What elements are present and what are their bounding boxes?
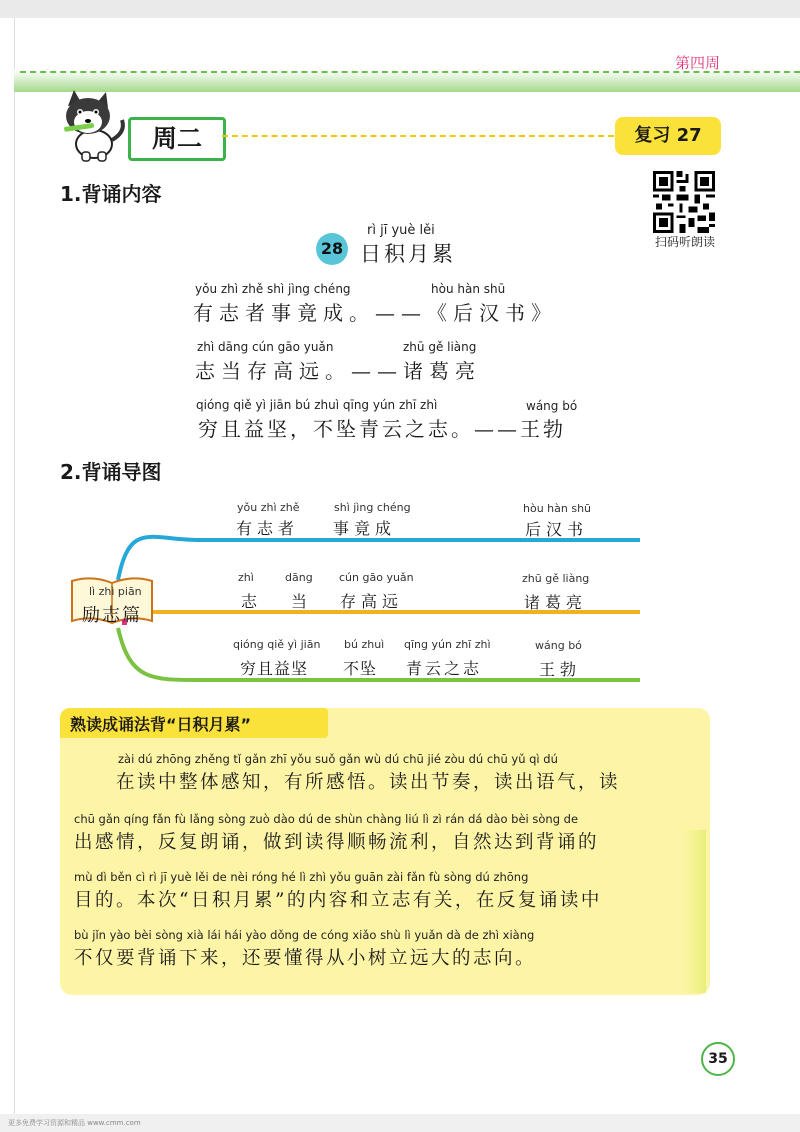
mindmap-b2-text-4: 诸葛亮 (524, 593, 588, 612)
mindmap-b1-py-3: hòu hàn shū (523, 502, 592, 515)
tip-title: 熟读成诵法背“日积月累” (70, 715, 252, 734)
mindmap-b3-py-3: qīng yún zhī zhì (404, 638, 491, 651)
tip-line-1: 在读中整体感知，有所感悟。读出节奏，读出语气，读 (116, 772, 621, 793)
husky-mascot-icon (60, 90, 130, 162)
section-title-recite: 1.背诵内容 (60, 182, 162, 206)
mindmap-b2-py-4: zhū gě liàng (522, 572, 590, 585)
mindmap-b2-text-1: 志 (241, 592, 263, 611)
section-title-mindmap: 2.背诵导图 (60, 460, 162, 484)
poem-line-1-pinyin: yǒu zhì zhě shì jìng chéng (195, 282, 351, 296)
poem-title: 日积月累 (360, 242, 456, 266)
header-green-band (14, 70, 800, 92)
review-badge: 复习 27 (615, 117, 721, 155)
header-yellow-dashes (222, 135, 624, 137)
tip-line-1-pinyin: zài dú zhōng zhěng tǐ gǎn zhī yǒu suǒ gǎn wù dú chū jié zòu dú chū yǔ qì dú (118, 752, 558, 766)
tip-line-3-pinyin: mù dì běn cì rì jī yuè lěi de nèi róng hé lì zhì yǒu guān zài fǎn fù sòng dú zhōng (74, 870, 529, 884)
tip-line-2-pinyin: chū gǎn qíng fǎn fù lǎng sòng zuò dào dú de shùn chàng liú lì zì rán dá dào bèi sòng de (74, 812, 579, 826)
tip-line-4: 不仅要背诵下来，还要懂得从小树立远大的志向。 (74, 948, 537, 969)
mindmap-b2-text-3: 存高远 (340, 592, 404, 611)
poem-line-2-pinyin: zhì dāng cún gāo yuǎn (197, 340, 334, 354)
mindmap-b2-py-1: zhì (238, 571, 254, 584)
tip-line-3: 目的。本次“日积月累”的内容和立志有关，在反复诵读中 (74, 890, 602, 911)
lesson-number-badge: 28 (316, 233, 348, 265)
mindmap-center-pinyin: lì zhì piān (89, 585, 142, 598)
day-label: 周二 (128, 117, 226, 161)
week-label: 第四周 (674, 54, 720, 72)
mindmap-center: 励志篇 (82, 605, 142, 626)
poem-line-3-pinyin: qióng qiě yì jiān bú zhuì qīng yún zhī zhì (196, 398, 438, 412)
qr-code-icon[interactable] (653, 171, 715, 233)
poem-title-pinyin: rì jī yuè lěi (367, 223, 435, 238)
mindmap-b2-py-2: dāng (285, 571, 313, 584)
poem-line-3-source-pinyin: wáng bó (526, 399, 578, 413)
qr-label: 扫码听朗读 (654, 235, 715, 249)
mindmap-b1-py-2: shì jìng chéng (334, 501, 411, 514)
poem-line-3: 穷且益坚，不坠青云之志。——王勃 (198, 417, 566, 441)
mindmap-b3-text-4: 王勃 (539, 660, 582, 679)
mindmap-b3-text-3: 青云之志 (406, 659, 483, 678)
mindmap-b3-py-2: bú zhuì (344, 638, 385, 651)
mindmap-b1-text-3: 后汉书 (525, 520, 589, 539)
mindmap-b1-py-1: yǒu zhì zhě (237, 501, 300, 514)
top-margin (0, 0, 800, 18)
mindmap-b3-py-4: wáng bó (535, 639, 582, 652)
mindmap-b2-py-3: cún gāo yuǎn (339, 571, 414, 584)
poem-line-1-source-pinyin: hòu hàn shū (431, 282, 506, 296)
mindmap-b1-text-2: 事竟成 (333, 519, 397, 538)
mindmap-b3-text-2: 不坠 (343, 659, 378, 678)
poem-line-2-source-pinyin: zhū gě liàng (403, 340, 477, 354)
page-number: 35 (701, 1042, 735, 1076)
tip-line-2: 出感情，反复朗诵，做到读得顺畅流利，自然达到背诵的 (74, 832, 600, 853)
footer-watermark: 更多免费学习资源和精品 www.cmm.com (8, 1119, 141, 1127)
mindmap-b3-text-1: 穷且益坚 (240, 659, 309, 678)
tip-line-4-pinyin: bù jǐn yào bèi sòng xià lái hái yào dǒng de cóng xiǎo shù lì yuǎn dà de zhì xiàng (74, 928, 535, 942)
mindmap-b3-py-1: qióng qiě yì jiān (233, 638, 321, 651)
poem-line-1: 有志者事竟成。——《后汉书》 (193, 301, 557, 325)
mindmap-b1-text-1: 有志者 (236, 519, 300, 538)
tip-card-stripe (684, 830, 706, 993)
mindmap-b2-text-2: 当 (291, 592, 313, 611)
poem-line-2: 志当存高远。——诸葛亮 (195, 359, 481, 383)
